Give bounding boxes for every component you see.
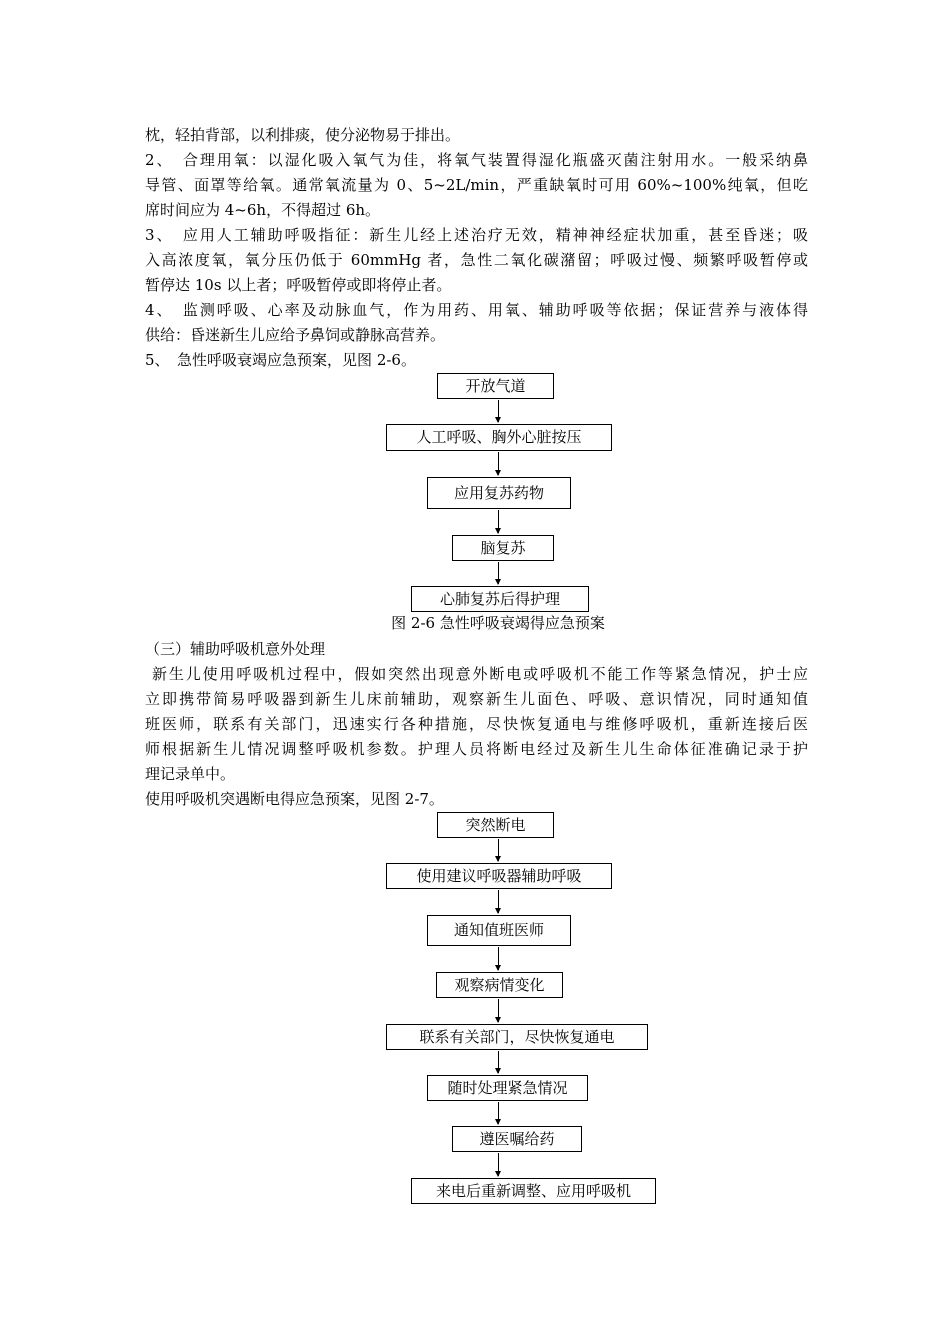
- flow2-step-manual-ventilation: 使用建议呼吸器辅助呼吸: [386, 863, 612, 889]
- flow1-step-drugs: 应用复苏药物: [427, 477, 571, 509]
- flow-arrow: [498, 839, 499, 861]
- text-line: 新生儿使用呼吸机过程中，假如突然出现意外断电或呼吸机不能工作等紧急情况，护士应: [152, 665, 808, 683]
- flow-arrow: [498, 510, 499, 533]
- text-line: 理记录单中。: [145, 765, 236, 783]
- flow-arrow: [498, 947, 499, 970]
- flow2-step-restore-power: 联系有关部门，尽快恢复通电: [386, 1024, 648, 1050]
- flow-arrow: [498, 400, 499, 422]
- flow1-step-brain-resus: 脑复苏: [452, 535, 554, 561]
- flow1-step-cpr: 人工呼吸、胸外心脏按压: [386, 424, 612, 451]
- flow2-step-observe: 观察病情变化: [436, 972, 563, 998]
- flow-arrow: [498, 1153, 499, 1176]
- flow1-step-open-airway: 开放气道: [437, 373, 554, 399]
- flow1-step-post-care: 心肺复苏后得护理: [411, 586, 589, 612]
- text-line: 师根据新生儿情况调整呼吸机参数。护理人员将断电经过及新生儿生命体征准确记录于护: [145, 740, 808, 758]
- flow2-step-handle-emergency: 随时处理紧急情况: [427, 1075, 588, 1101]
- flow-arrow: [498, 452, 499, 475]
- flow-arrow: [498, 562, 499, 584]
- text-line: 使用呼吸机突遇断电得应急预案，见图 2-7。: [145, 790, 444, 808]
- flow2-step-medication: 遵医嘱给药: [452, 1126, 582, 1152]
- text-line: 2、 合理用氧：以湿化吸入氧气为佳，将氧气装置得湿化瓶盛灭菌注射用水。一般采纳鼻: [145, 151, 808, 169]
- flow-arrow: [498, 999, 499, 1022]
- text-line: 4、 监测呼吸、心率及动脉血气，作为用药、用氧、辅助呼吸等依据；保证营养与液体得: [145, 301, 808, 319]
- flow2-step-reconnect: 来电后重新调整、应用呼吸机: [411, 1178, 656, 1204]
- text-line: 立即携带简易呼吸器到新生儿床前辅助，观察新生儿面色、呼吸、意识情况，同时通知值: [145, 690, 808, 708]
- text-line: 班医师，联系有关部门，迅速实行各种措施，尽快恢复通电与维修呼吸机，重新连接后医: [145, 715, 808, 733]
- text-line: 5、 急性呼吸衰竭应急预案，见图 2-6。: [145, 351, 416, 369]
- flow-arrow: [498, 1051, 499, 1073]
- flow-arrow: [498, 890, 499, 913]
- text-line: 入高浓度氧，氧分压仍低于 60mmHg 者，急性二氧化碳潴留；呼吸过慢、频繁呼吸暂停或: [145, 251, 808, 269]
- figure-caption: 图 2-6 急性呼吸衰竭得应急预案: [391, 614, 605, 632]
- text-line: 3、 应用人工辅助呼吸指征：新生儿经上述治疗无效，精神神经症状加重，甚至昏迷；吸: [145, 226, 808, 244]
- text-line: 枕，轻拍背部，以利排痰，使分泌物易于排出。: [145, 126, 461, 144]
- flow-arrow: [498, 1102, 499, 1124]
- text-line: 供给：昏迷新生儿应给予鼻饲或静脉高营养。: [145, 326, 446, 344]
- section-heading: （三）辅助呼吸机意外处理: [145, 640, 326, 658]
- flow2-step-notify-doctor: 通知值班医师: [427, 915, 571, 946]
- text-line: 席时间应为 4~6h，不得超过 6h。: [145, 201, 381, 219]
- text-line: 导管、面罩等给氧。通常氧流量为 0、5~2L/min，严重缺氧时可用 60%~100%纯氧，但吃: [145, 176, 808, 194]
- flow2-step-power-out: 突然断电: [437, 812, 554, 838]
- text-line: 暂停达 10s 以上者；呼吸暂停或即将停止者。: [145, 276, 452, 294]
